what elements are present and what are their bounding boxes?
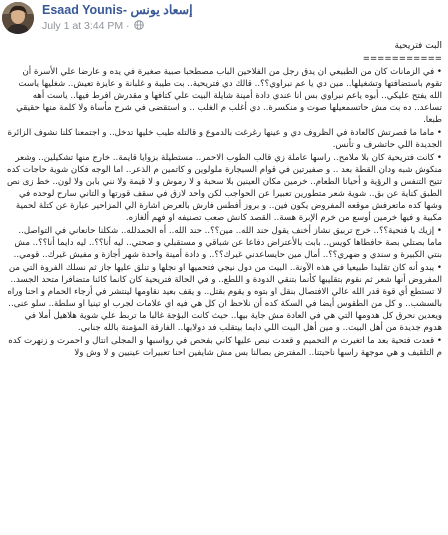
post-paragraph: • في الزمانات كان من الطبيعي ان يدق رجل من الفلاحين الباب مصطحبا صبية صغيرة في يده و عارضا علي الأسرة أن تقوم باستضافتها وتشغيلها.. مين دي يا عم نبراوي؟؟.. قالك دي فتريحية.. بت طيبة و غلبانة و عايزة تعيش.. شغليها ياست الله يفتح عليكي.. أبوه ياعم نبراوي بس انا عندي دادة أمينة شايلة البيت علي كتافها و مقدرش افرط فيها.. ياست أهه تساعد.. ده بت مش حاتسمعيلها صوت و منكسرة.. دي أغلب م الغلب .. و استقضى في شرح مأساة ولا كلمة منها حقيقي طبعا. <box>16 67 442 125</box>
post-paragraph: • يبدو أنه كان تقليدا طبيعيا في هذه الآونة.. البيت من دول نيجي فتحميها او نجلها و تنلق عليها جاز ثم نسلك الفروة التي من المفروض أنها شعر ثم نقوم بتقليبها كأنما بتنقي الدودة و اللطع.. و في الحالة فتريحية كان كانما كائنا متضافرا متحد الجسد.. لا تستطع أي قوة قدر الله عالي الافتصال بنقل او بتوه و يقوم بقتل.. و يقف بعيد نقاومها لينتشر في أرجاء الحمام و احنا وراه بالسشب.. و كل من الطقوس أيضا في السكة كده أن نلاحظ ان كل هي فيه اي علامات لجرب او تينيا او سلطة.. سلو عنى.. ويعدين نحرق كل هدومها التي هي في العادة مش جاية بيها.. حيث كانت البؤجة غالبا ما تربط علي شوية هلاهيل أملا في هدوم جديدة من أهل البيت.. و مين أهل البيت اللي دايما بيتقلب فد دولابها.. الفارقة المؤمنة بالله جنابي. <box>7 263 442 333</box>
post-paragraph: • كانت فتريحية كان بلا ملامح.. راسها عاملة زي قالب الطوب الاحمر.. مستطيلة بزوايا قايمة.. خارج منها تشكيلين.. وشعر منكوش شبه ودان القطة بعد .. و صفيرتين في قوام السيجارة ملولوين و كاتمين م الذعر.. اما الوجه فكان شوية حاجات كده تتيح التنفس و الرؤية و أحيانا الطعام.. خرمين مكان العينين بلا سحبة و لا رموش و لا قيمة ولا نني بابن ولا لون.. خط زى نص الطبق كناية عن بق.. شوية شعر متطورين تعبيرا عن الحواجب لكن واحد لازق في سقف قورتها و التاني سارح لوحده في وشها كده ماتعرفش موقعه المفروض يكون فين.. و بروز أفطس فارش بالعرض اشارة الي المزاحير عبارة عن كتلة لحمية مكبية و فيها خرمين أوسع من خرم الإبرة هسة.. القصد كانش صعب تصنيفه او فهم ألغازه. <box>6 153 442 223</box>
globe-icon[interactable] <box>134 20 144 30</box>
post-paragraph: • قعدت فتحية بعد ما اتغيرت م التحميم و قعدت نبص عليها كاني بفحص في رواسبها و المجلى انتال و احمرت و زنهرت كده م التلقيف و هي موجهة راسها ناحيتنا.. المفترض بصالنا بس مش شايفين احنا تعبيرات عينيين و لا وش ولا <box>8 336 442 358</box>
post-divider: =========== <box>362 54 442 64</box>
post-meta <box>42 20 144 32</box>
post-body <box>4 40 442 360</box>
author-name[interactable]: Esaad Younis- إسعاد يونس <box>42 3 193 17</box>
post-title: البت فتريحية <box>394 41 442 51</box>
post-paragraph: • ماما ما قصرتش كالعادة في الظروف دي و عينها رغرغت بالدموع و قالتله طيب خليها تدخل.. و اجتمعنا كلنا نشوف الزائرة الجديدة اللي حاتشرف و تأنس. <box>7 128 442 150</box>
avatar-image <box>2 2 34 34</box>
meta-separator: · <box>126 20 130 32</box>
post-timestamp[interactable]: July 1 at 3:44 PM <box>42 20 124 32</box>
avatar[interactable] <box>2 2 34 34</box>
post-paragraph: • إزيك يا فتحية؟؟.. خرج تربيق نشاز أخنف يقول حند الله.. مين؟؟.. حند الله.. أه الحمدلله.. شكلنا حانعاني في التواصل.. ماما بصتلي بصة حافطاها كويس.. بابت بالأعتراض دفاعا عن شباقي و مستقبلي و صحتي.. ليه أنا؟؟.. ليه دايما أنا؟؟.. مش بنتي الكبيرة و سندي و ضهري؟؟.. أمال مين حايساعدني غيرك؟؟.. و دادة أمينة واحدة شهر أجازة و مفيش غيرك.. قومي.. <box>13 226 442 260</box>
post-header <box>0 0 448 38</box>
